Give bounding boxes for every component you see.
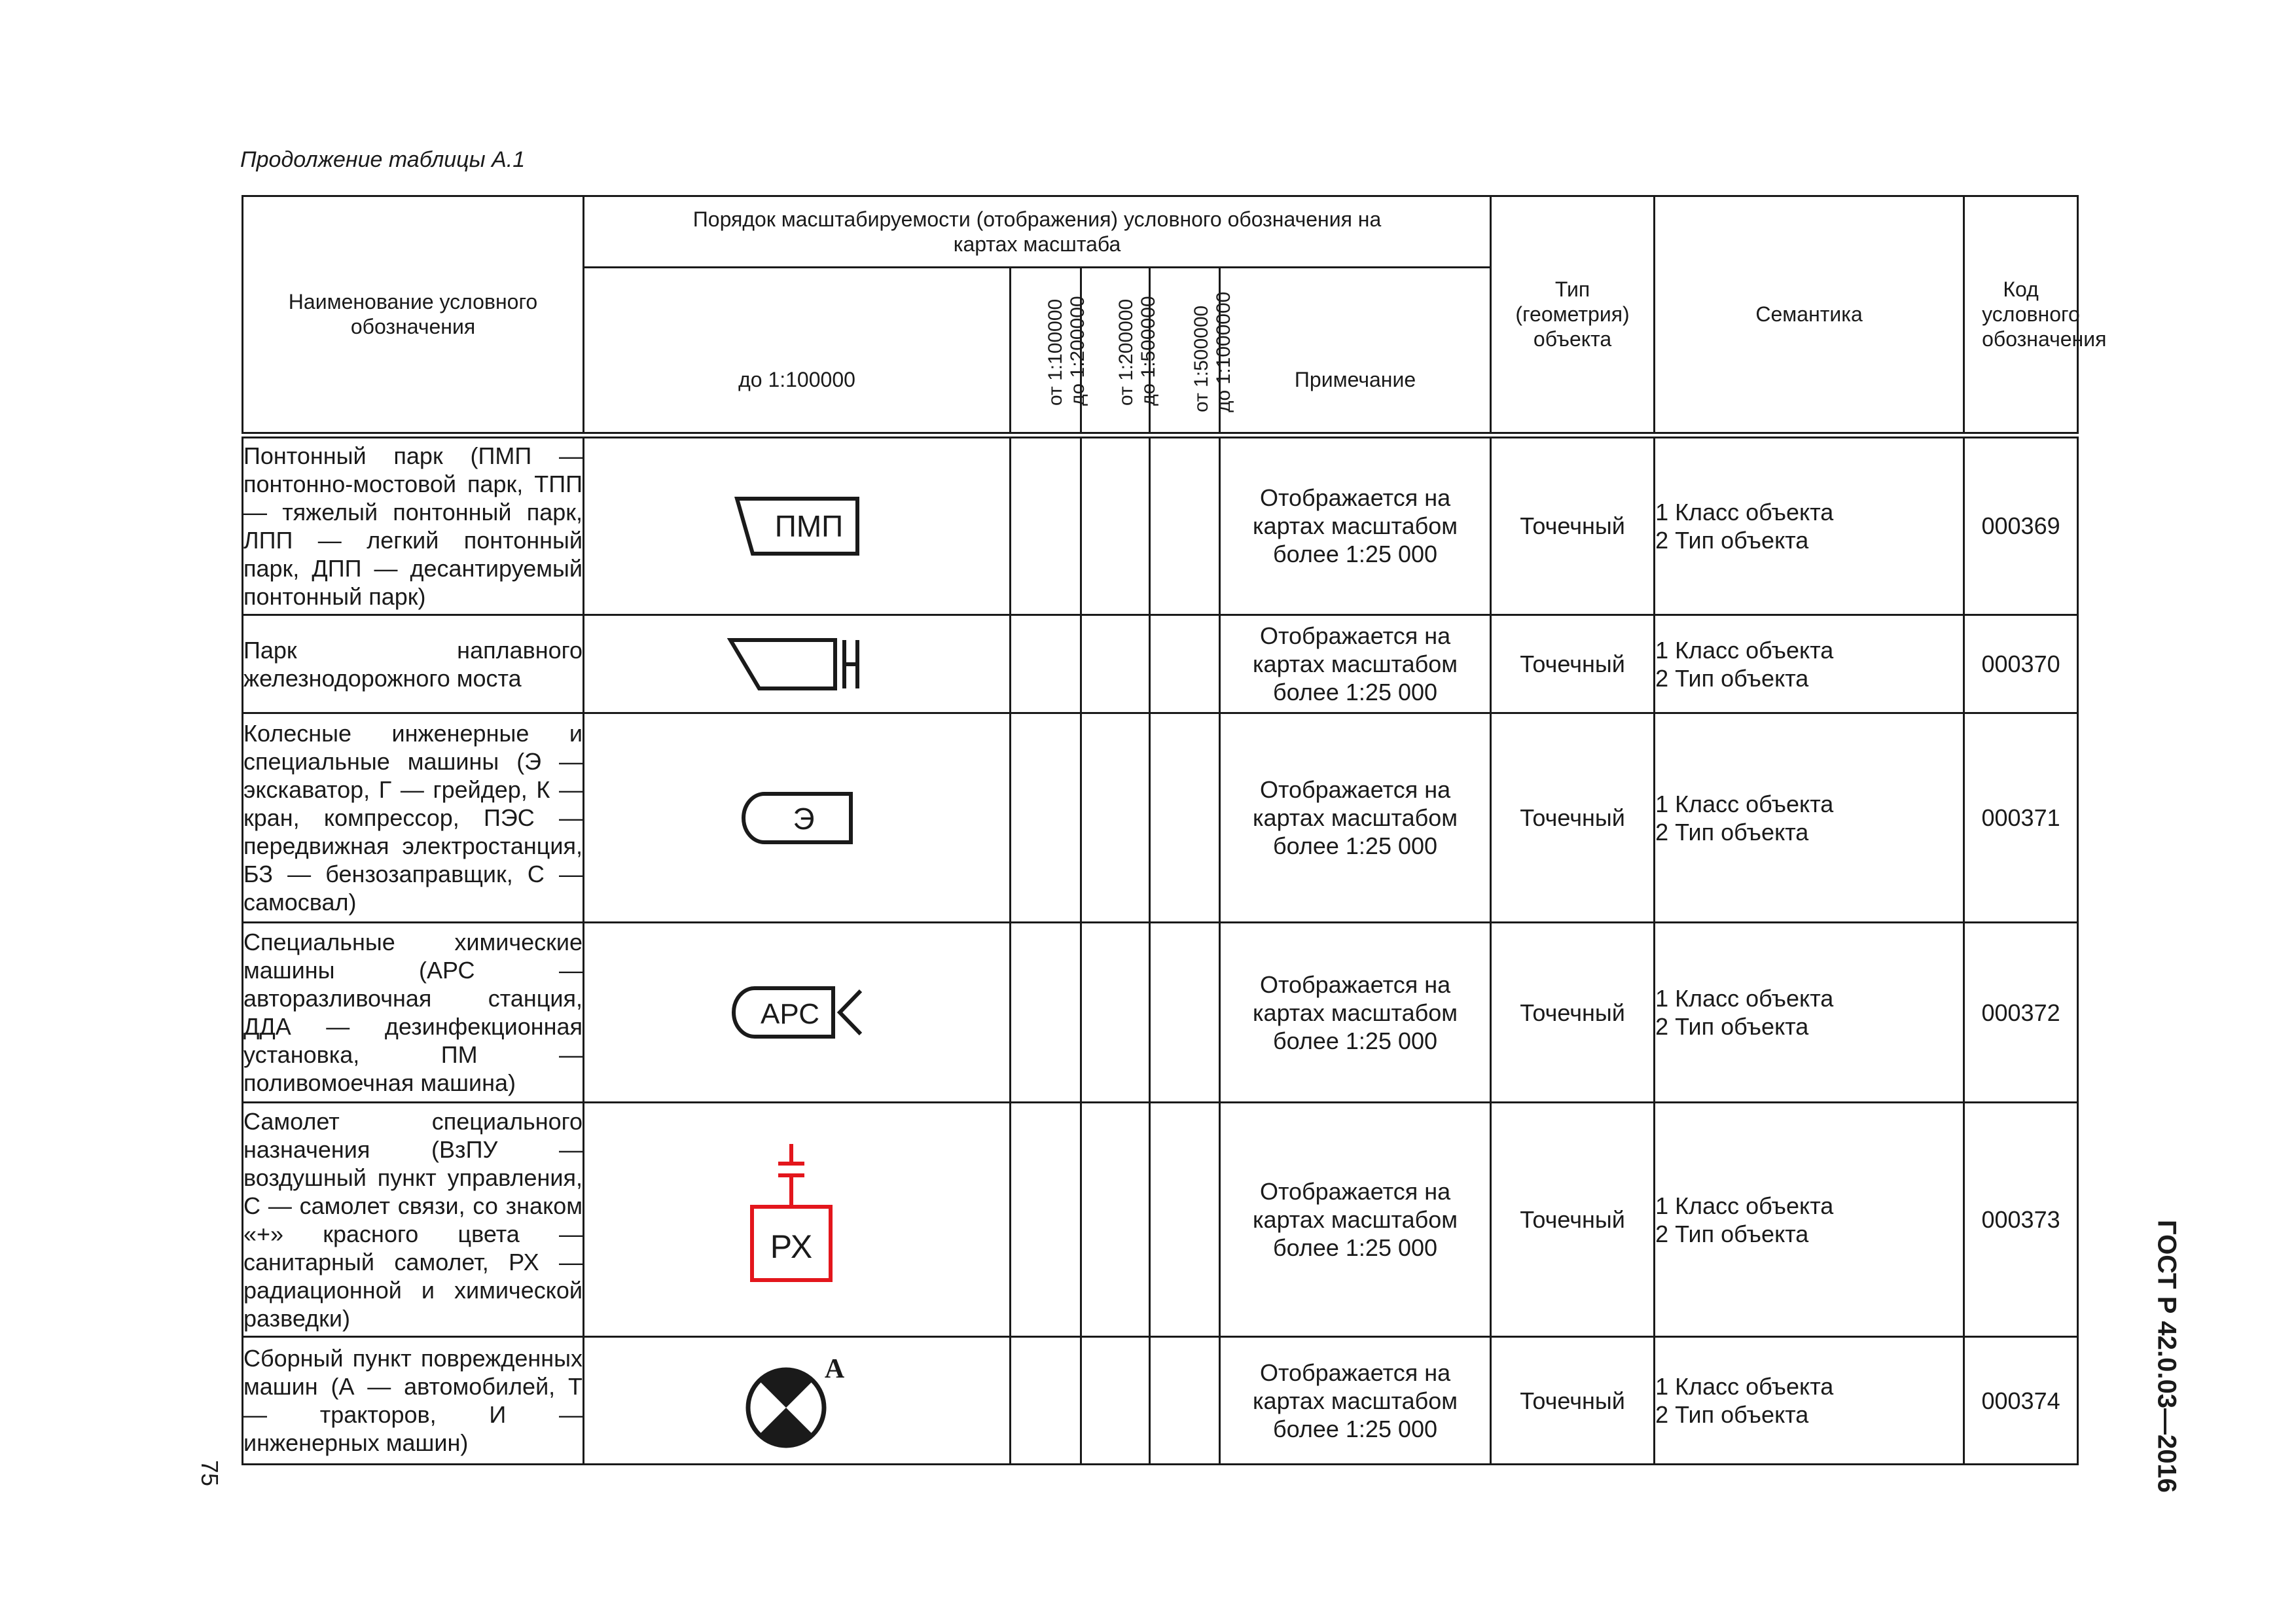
collection-point-label: А [824, 1354, 844, 1384]
header-scale-4-text: от 1:500000 до 1:1000000 [1191, 291, 1234, 412]
row-name: Понтонный парк (ПМП — понтонно-мостовой парк, ТПП — тяжелый понтонный парк, ЛПП — легкий понтонный парк, ДПП — десантируемый понтонный парк) [243, 435, 584, 615]
table-row [243, 713, 2078, 923]
row-note: Отображается на картах масштабом более 1:25 000 [1220, 1337, 1491, 1465]
row-type: Точечный [1491, 435, 1655, 615]
header-scale-3 [1081, 268, 1159, 435]
row-type: Точечный [1491, 923, 1655, 1103]
header-scale-4 [1150, 268, 1234, 435]
row-note: Отображается на картах масштабом более 1:25 000 [1220, 713, 1491, 923]
row-scale-2 [1011, 923, 1081, 1103]
table-row [243, 1103, 2078, 1337]
row-name: Колесные инженерные и специальные машины (Э — экскаватор, Г — грейдер, К — кран, компрессор, ПЭС — передвижная электростанция, БЗ — бензозаправщик, С — самосвал) [243, 713, 584, 923]
semantic-class: 1 Класс объекта [1655, 790, 1834, 817]
row-semantics [1655, 713, 1964, 923]
header-scale-group: Порядок масштабируемости (отображения) условного обозначения на картах масштаба [584, 196, 1491, 268]
row-code: 000372 [1964, 923, 2078, 1103]
row-name: Сборный пункт поврежденных машин (А — автомобилей, Т — тракторов, И — инженерных машин) [243, 1337, 584, 1465]
row-scale-2 [1011, 713, 1081, 923]
table-row [243, 923, 2078, 1103]
row-scale-2 [1011, 1103, 1081, 1337]
semantic-type: 2 Тип объекта [1655, 818, 1809, 846]
pontoon-park-label: ПМП [774, 508, 843, 543]
header-scale-1: до 1:100000 [584, 268, 1011, 435]
row-scale-3 [1081, 923, 1150, 1103]
row-scale-3 [1081, 713, 1150, 923]
semantic-class: 1 Класс объекта [1655, 1373, 1834, 1400]
wheeled-machine-icon [738, 789, 856, 847]
special-aircraft-label: РХ [770, 1228, 812, 1265]
header-code: Код условного обозначения [1964, 196, 2078, 435]
damaged-vehicles-collection-point-icon [742, 1351, 853, 1450]
row-symbol [584, 713, 1011, 923]
row-scale-2 [1011, 1337, 1081, 1465]
header-row-1 [243, 196, 2078, 268]
row-name: Специальные химические машины (АРС — авторазливочная станция, ДДА — дезинфекционная установка, ПМ — поливомоечная машина) [243, 923, 584, 1103]
header-note: Примечание [1220, 268, 1491, 435]
row-scale-3 [1081, 1337, 1150, 1465]
table-row [243, 435, 2078, 615]
row-semantics [1655, 615, 1964, 713]
row-semantics [1655, 435, 1964, 615]
semantic-class: 1 Класс объекта [1655, 498, 1834, 526]
row-type: Точечный [1491, 1103, 1655, 1337]
semantic-class: 1 Класс объекта [1655, 985, 1834, 1012]
semantic-type: 2 Тип объекта [1655, 1401, 1809, 1428]
row-scale-4 [1150, 435, 1220, 615]
semantic-type: 2 Тип объекта [1655, 526, 1809, 554]
floating-railway-bridge-park-icon [725, 635, 869, 694]
row-symbol [584, 435, 1011, 615]
row-name: Парк наплавного железнодорожного моста [243, 615, 584, 713]
row-scale-3 [1081, 615, 1150, 713]
row-code: 000374 [1964, 1337, 2078, 1465]
header-scale-3-text: от 1:200000 до 1:500000 [1115, 296, 1159, 406]
row-symbol [584, 1103, 1011, 1337]
row-scale-2 [1011, 615, 1081, 713]
row-code: 000373 [1964, 1103, 2078, 1337]
row-scale-4 [1150, 1103, 1220, 1337]
row-note: Отображается на картах масштабом более 1:25 000 [1220, 615, 1491, 713]
header-type: Тип (геометрия) объекта [1491, 196, 1655, 435]
row-symbol [584, 615, 1011, 713]
row-semantics [1655, 923, 1964, 1103]
header-scale-2-text: от 1:100000 до 1:200000 [1045, 296, 1088, 406]
pontoon-park-icon [732, 493, 863, 559]
row-note: Отображается на картах масштабом более 1:25 000 [1220, 923, 1491, 1103]
row-scale-2 [1011, 435, 1081, 615]
row-semantics [1655, 1337, 1964, 1465]
table-row [243, 615, 2078, 713]
chemical-machine-icon [728, 983, 866, 1042]
row-type: Точечный [1491, 1337, 1655, 1465]
semantic-type: 2 Тип объекта [1655, 664, 1809, 692]
header-scale-2 [1011, 268, 1088, 435]
row-scale-4 [1150, 713, 1220, 923]
row-note: Отображается на картах масштабом более 1:25 000 [1220, 1103, 1491, 1337]
symbols-table [242, 195, 2107, 1465]
table-caption: Продолжение таблицы А.1 [240, 147, 526, 172]
row-scale-4 [1150, 923, 1220, 1103]
header-name: Наименование условного обозначения [243, 196, 584, 435]
chemical-machine-label: АРС [760, 998, 819, 1030]
table-row [243, 1337, 2078, 1465]
row-name: Самолет специального назначения (ВзПУ — воздушный пункт управления, С — самолет связи, со знаком «+» красного цвета — санитарный самолет, РХ — радиационной и химической разведки) [243, 1103, 584, 1337]
semantic-class: 1 Класс объекта [1655, 636, 1834, 664]
semantic-type: 2 Тип объекта [1655, 1013, 1809, 1040]
row-scale-3 [1081, 435, 1150, 615]
wheeled-machine-label: Э [792, 801, 815, 836]
standard-designation: ГОСТ Р 42.0.03—2016 [2152, 1220, 2181, 1493]
row-symbol [584, 1337, 1011, 1465]
row-semantics [1655, 1103, 1964, 1337]
page-number: 75 [196, 1459, 224, 1487]
row-code: 000369 [1964, 435, 2078, 615]
semantic-class: 1 Класс объекта [1655, 1192, 1834, 1219]
special-aircraft-icon [748, 1141, 846, 1298]
header-semantics: Семантика [1655, 196, 1964, 435]
semantic-type: 2 Тип объекта [1655, 1220, 1809, 1247]
row-scale-4 [1150, 615, 1220, 713]
row-scale-4 [1150, 1337, 1220, 1465]
row-type: Точечный [1491, 615, 1655, 713]
row-note: Отображается на картах масштабом более 1:25 000 [1220, 435, 1491, 615]
row-code: 000371 [1964, 713, 2078, 923]
row-scale-3 [1081, 1103, 1150, 1337]
row-symbol [584, 923, 1011, 1103]
row-code: 000370 [1964, 615, 2078, 713]
row-type: Точечный [1491, 713, 1655, 923]
